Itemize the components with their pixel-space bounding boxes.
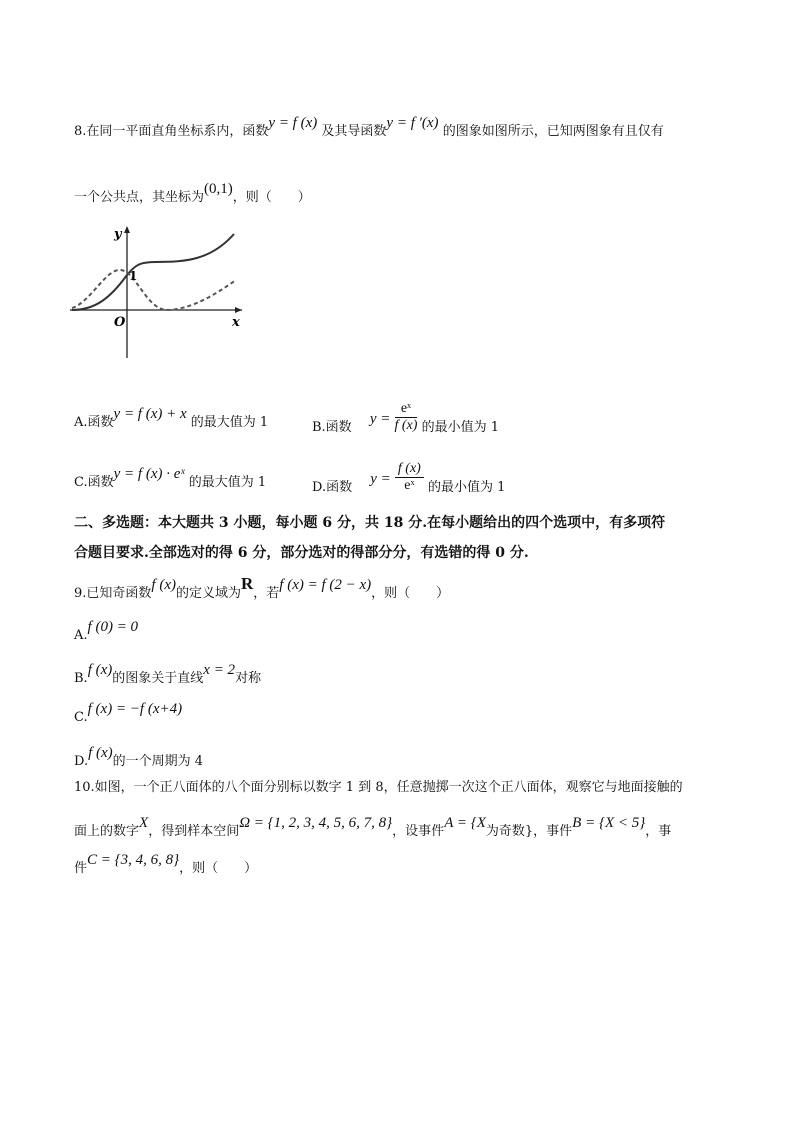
text: 的一个周期为 4	[112, 754, 204, 769]
text: C.函数	[74, 475, 114, 490]
text: 的最小值为 1	[427, 480, 506, 495]
q8-option-d[interactable]	[312, 461, 506, 504]
numerator: eˣ	[395, 401, 418, 418]
text: ，事	[645, 824, 672, 839]
text: 一个公共点，其坐标为	[74, 190, 205, 205]
math: C = {3, 4, 6, 8}	[87, 852, 180, 868]
x-label: x	[232, 315, 240, 330]
math: y = f (x) + x	[113, 406, 187, 422]
math: f (x) = −f (x+4)	[87, 701, 183, 717]
label: D.	[74, 754, 89, 769]
q10-line3	[74, 852, 258, 877]
text: 件	[74, 861, 88, 876]
q9-option-a[interactable]	[74, 619, 139, 644]
math: f (x)	[88, 745, 113, 761]
math: x = 2	[203, 662, 236, 678]
math: Ω = {1, 2, 3, 4, 5, 6, 7, 8}	[239, 815, 393, 831]
math: f (x) = f (2 − x)	[279, 577, 372, 593]
text: 的最小值为 1	[421, 420, 499, 435]
q9-option-d[interactable]	[74, 745, 204, 770]
numerator: f (x)	[395, 461, 424, 478]
section-heading-line2: 合题目要求.全部选对的得 6 分，部分选对的得部分分，有选错的得 0 分.	[74, 545, 529, 561]
text: ，若	[253, 586, 280, 601]
math: y = f (x) · eˣ	[113, 466, 185, 482]
q9-option-b[interactable]	[74, 662, 262, 687]
label: A.	[74, 628, 88, 643]
text: B.函数	[312, 420, 352, 435]
text: ，则（ ）	[232, 190, 311, 205]
text: 为奇数}	[485, 824, 534, 839]
math: A = {X	[444, 815, 486, 831]
math: X	[139, 815, 149, 831]
text: ，则（ ）	[371, 586, 450, 601]
text: ，则（ ）	[179, 861, 258, 876]
text: ，设事件	[392, 824, 445, 839]
q9-stem	[74, 574, 450, 602]
text: 的最大值为 1	[190, 415, 269, 430]
origin-label: O	[114, 315, 126, 330]
denominator: eˣ	[404, 478, 415, 493]
q8-line2	[74, 181, 311, 206]
math-f: y = f (x)	[268, 115, 318, 131]
text: 8.在同一平面直角坐标系内，函数	[74, 124, 269, 139]
text: ，事件	[533, 824, 573, 839]
f-curve	[72, 234, 234, 310]
q8-option-a[interactable]	[74, 406, 269, 431]
text: 9.已知奇函数	[74, 586, 152, 601]
text: 的图象如图所示，已知两图象有且仅有	[442, 124, 664, 139]
math-point: (0,1)	[204, 181, 233, 197]
q8-option-b[interactable]	[312, 401, 499, 444]
math: f (x)	[151, 577, 176, 593]
text: ，得到样本空间	[148, 824, 240, 839]
q10-line1: 10.如图，一个正八面体的八个面分别标以数字 1 到 8，任意抛掷一次这个正八面体，观察它与地面接触的	[74, 780, 683, 795]
math: B = {X < 5}	[572, 815, 646, 831]
x-arrow-icon	[235, 307, 242, 313]
text: 对称	[235, 671, 262, 686]
math: y =	[370, 471, 391, 487]
text: D.函数	[312, 480, 353, 495]
q9-option-c[interactable]	[74, 701, 183, 726]
math-fprime: y = f ′(x)	[386, 115, 439, 131]
text: 的最大值为 1	[188, 475, 267, 490]
label: B.	[74, 671, 88, 686]
fraction	[395, 461, 424, 494]
text: 面上的数字	[74, 824, 140, 839]
math: f (x)	[87, 662, 113, 678]
function-graph	[66, 222, 246, 362]
math: y =	[369, 411, 391, 427]
y-arrow-icon	[124, 226, 130, 233]
text: A.函数	[74, 415, 114, 430]
section-heading-line1: 二、多选题：本大题共 3 小题，每小题 6 分，共 18 分.在每小题给出的四个选项中，有多项符	[74, 515, 666, 531]
text: 的定义域为	[175, 586, 241, 601]
q10-line2	[74, 815, 672, 840]
y-label: y	[114, 227, 122, 242]
math-reals: R	[241, 574, 254, 593]
fraction	[395, 401, 418, 434]
one-label: 1	[129, 269, 138, 283]
math: f (0) = 0	[87, 619, 139, 635]
label: C.	[74, 710, 88, 725]
denominator: f (x)	[394, 418, 418, 433]
q8-option-c[interactable]	[74, 466, 267, 491]
text: 的图象关于直线	[112, 671, 204, 686]
q8-line1	[74, 115, 664, 140]
text: 及其导函数	[321, 124, 387, 139]
